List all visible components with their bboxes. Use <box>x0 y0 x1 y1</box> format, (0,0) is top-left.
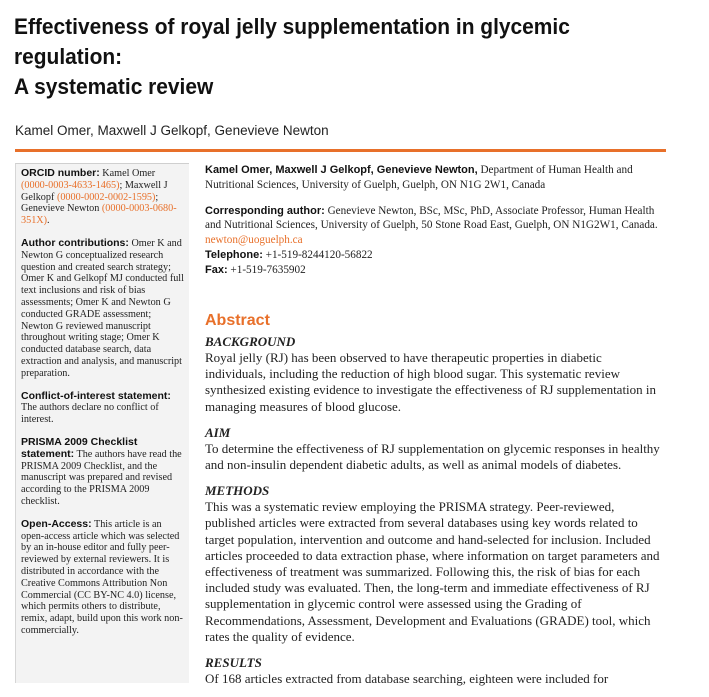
contributions-text: Omer K and Newton G conceptualized research question and created search strategy; Omer K and Gelkopf MJ conducted full text inclusions and risk of bias assessments; Omer K and Newton G conducted GRADE assessment; Newton G reviewed manuscript throughout writing stage; Omer K conducted database search, data extraction and analysis, and manuscript preparation. <box>21 237 184 379</box>
orcid-name-3: ; Genevieve Newton <box>21 191 159 215</box>
contributions-block <box>21 238 184 380</box>
orcid-name-1: Kamel Omer <box>99 168 156 179</box>
affiliation <box>205 163 665 193</box>
correspondence-text: Genevieve Newton, BSc, MSc, PhD, Associate Professor, Human Health and Nutritional Sciences, University of Guelph, 50 Stone Road East, Guelph, ON N1G2W1, Canada. <box>205 204 658 232</box>
title-line-2: A systematic review <box>14 74 214 99</box>
correspondence <box>205 204 665 248</box>
affiliation-text: Department of Human Health and Nutritional Sciences, University of Guelph, Guelph, ON N1G 2W1, Canada <box>205 164 633 191</box>
conflict-block <box>21 391 184 426</box>
fax-value: +1-519-7635902 <box>227 263 306 276</box>
email-link[interactable]: newton@uoguelph.ca <box>205 234 303 247</box>
methods-text: This was a systematic review employing the PRISMA strategy. Peer-reviewed, published articles were extracted from several databases using key words related to target population, intervention and outcome and hand-selected for inclusion. Included articles proceeded to data extraction phase, where information on target parameters and effectiveness of treatment was summarized. Following this, the risk of bias for each included study was evaluated. Then, the long-term and immediate effectiveness of RJ supplementation in glycemic control were assessed using the Grading of Recommendations, Assessment, Development and Evaluations (GRADE) tool, which rates the quality of evidence. <box>205 499 660 644</box>
telephone-label: Telephone: <box>205 248 263 261</box>
prisma-text: The authors have read the PRISMA 2009 Checklist, and the manuscript was prepared and revised according to the PRISMA 2009 checklist. <box>21 448 182 507</box>
telephone-line <box>205 248 665 263</box>
background-heading: BACKGROUND <box>205 334 296 349</box>
open-access-block <box>21 519 184 637</box>
front-matter <box>205 163 665 278</box>
aim-text: To determine the effectiveness of RJ supplementation on glycemic responses in healthy and non-insulin dependent diabetic adults, as well as animal models of diabetes. <box>205 440 660 473</box>
paper-title <box>14 12 646 102</box>
orcid-link-2[interactable]: (0000-0002-0002-1595) <box>56 191 156 203</box>
results-text: Of 168 articles extracted from database searching, eighteen were included for <box>205 671 609 687</box>
background-text: Royal jelly (RJ) has been observed to have therapeutic properties in diabetic individuals, including the reduction of high blood sugar. This systematic review synthesized existing evidence to investigate the effectiveness of RJ supplementation in managing measures of blood glucose. <box>205 350 657 414</box>
orcid-end: . <box>47 215 50 227</box>
prisma-block <box>21 437 184 508</box>
fax-label: Fax: <box>205 263 228 276</box>
aim-heading: AIM <box>205 424 231 440</box>
open-access-text: This article is an open-access article which was selected by an in-house editor and fully peer-reviewed by external reviewers. It is distributed in accordance with the Creative Commons Attribution Non Commercial (CC BY-NC 4.0) license, which permits others to distribute, remix, adapt, build upon this work non-commercially. <box>21 518 183 636</box>
orcid-block <box>21 168 184 227</box>
results-heading: RESULTS <box>205 655 262 671</box>
contributions-label: Author contributions: <box>21 236 129 249</box>
correspondence-label: Corresponding author: <box>205 204 325 217</box>
title-line-1: Effectiveness of royal jelly supplementation in glycemic regulation: <box>14 14 570 69</box>
fax-line <box>205 263 665 278</box>
conflict-label: Conflict-of-interest statement: <box>21 389 171 402</box>
conflict-text: The authors declare no conflict of interest. <box>21 402 159 426</box>
orcid-name-2: ; Maxwell J Gelkopf <box>21 179 168 203</box>
header-divider <box>15 149 666 152</box>
methods-heading: METHODS <box>205 483 270 499</box>
open-access-label: Open-Access: <box>21 517 92 530</box>
sidebar-notes <box>15 163 189 683</box>
abstract-heading: Abstract <box>205 312 270 329</box>
orcid-link-3[interactable]: (0000-0003-0680-351X) <box>21 203 177 227</box>
abstract-section <box>205 312 665 697</box>
orcid-link-1[interactable]: (0000-0003-4633-1465) <box>21 179 120 191</box>
orcid-label: ORCID number: <box>21 167 100 179</box>
author-list: Kamel Omer, Maxwell J Gelkopf, Genevieve Newton <box>15 123 329 138</box>
telephone-value: +1-519-8244120-56822 <box>262 248 373 261</box>
affiliation-authors: Kamel Omer, Maxwell J Gelkopf, Genevieve Newton, <box>205 164 478 176</box>
prisma-label: PRISMA 2009 Checklist statement: <box>21 435 138 460</box>
